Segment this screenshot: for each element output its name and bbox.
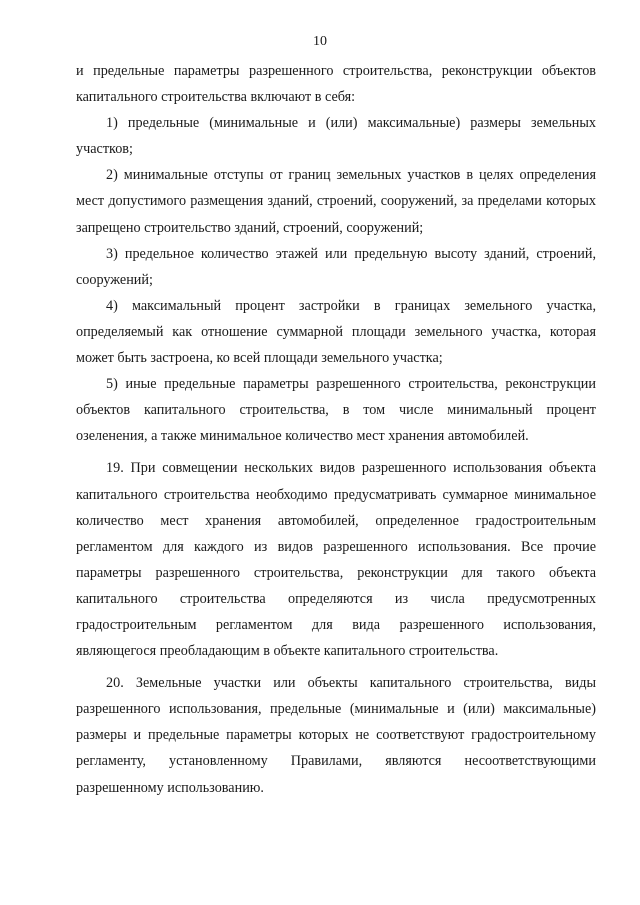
clause-20: 20. Земельные участки или объекты капитального строительства, виды разрешенного использования, предельные (минимальные и (или) максимальные) размеры и предельные параметры которых не соответствуют градостроительному регламенту, установленному Правилами, являются несоответствующими разрешенному использованию. xyxy=(76,675,596,796)
paragraph-continuation: и предельные параметры разрешенного строительства, реконструкции объектов капитального строительства включают в себя: xyxy=(76,63,596,106)
clause-19: 19. При совмещении нескольких видов разрешенного использования объекта капитального строительства необходимо предусматривать суммарное минимальное количество мест хранения автомобилей, определенное градостроительным регламентом для каждого из видов разрешенного использования. Все прочие параметры разрешенного строительства, реконструкции для такого объекта капитального строительства определяются из числа предусмотренных градостроительным регламентом для вида разрешенного использования, являющегося преобладающим в объекте капитального строительства. xyxy=(76,460,596,660)
list-item-4: 4) максимальный процент застройки в границах земельного участка, определяемый как отношение суммарной площади земельного участка, которая может быть застроена, ко всей площади земельного участка; xyxy=(76,297,596,367)
document-body xyxy=(76,58,596,801)
list-item-3: 3) предельное количество этажей или предельную высоту зданий, строений, сооружений; xyxy=(76,245,596,288)
page-number: 10 xyxy=(313,34,327,49)
list-item-2: 2) минимальные отступы от границ земельных участков в целях определения мест допустимого размещения зданий, строений, сооружений, за пределами которых запрещено строительство зданий, строений, сооружений; xyxy=(76,167,596,236)
list-item-5: 5) иные предельные параметры разрешенного строительства, реконструкции объектов капитального строительства, в том числе минимальный процент озеленения, а также минимальное количество мест хранения автомобилей. xyxy=(76,376,596,445)
list-item-1: 1) предельные (минимальные и (или) максимальные) размеры земельных участков; xyxy=(76,115,596,158)
